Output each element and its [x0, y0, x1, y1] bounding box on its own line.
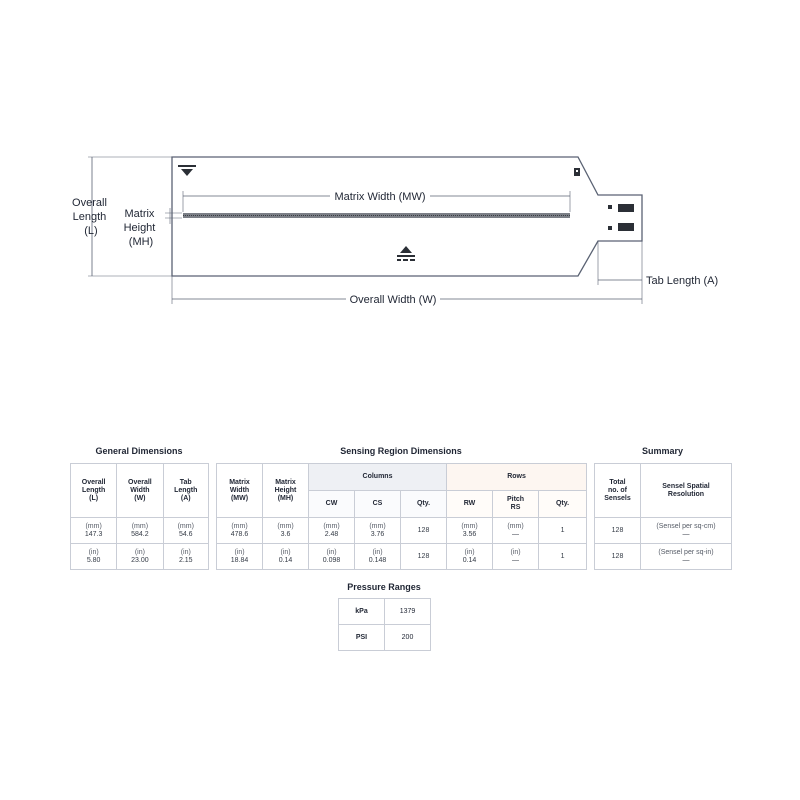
general-dimensions-title: General Dimensions — [95, 446, 183, 456]
pitch-header: Pitch RS — [493, 491, 539, 518]
connector-pad — [618, 223, 634, 231]
psi-unit: PSI — [339, 625, 385, 651]
value-cell: (in) 0.14 — [447, 544, 493, 570]
overall-width-label: Overall Width (W) — [349, 294, 437, 306]
rows-header: Rows — [447, 464, 587, 491]
summary-table — [594, 463, 732, 570]
total-sensels-header: Total no. of Sensels — [595, 464, 641, 518]
value-cell: (mm) 147.3 — [71, 518, 117, 544]
row-qty-header: Qty. — [539, 491, 587, 518]
connector-pad — [618, 204, 634, 212]
col-qty-header: Qty. — [401, 491, 447, 518]
pressure-ranges-table — [338, 598, 431, 651]
alignment-symbol-icon — [397, 246, 415, 261]
value-cell: (mm) — — [493, 518, 539, 544]
sensing-region-table — [216, 463, 587, 570]
matrix-height-label: Matrix Height (MH) — [123, 208, 156, 248]
tab-length-header: Tab Length (A) — [163, 464, 209, 518]
value-cell: (in) — — [493, 544, 539, 570]
value-cell: 1 — [539, 544, 587, 570]
sensor-outline-diagram — [0, 0, 800, 330]
sensing-region-title: Sensing Region Dimensions — [340, 446, 462, 456]
value-cell: (mm) 2.48 — [309, 518, 355, 544]
value-cell: (mm) 584.2 — [117, 518, 163, 544]
value-cell: 128 — [595, 518, 641, 544]
value-cell: (Sensel per sq-in) — — [641, 544, 732, 570]
value-cell: (mm) 54.6 — [163, 518, 209, 544]
kpa-unit: kPa — [339, 599, 385, 625]
cs-header: CS — [355, 491, 401, 518]
kpa-value: 1379 — [385, 599, 431, 625]
value-cell: 1 — [539, 518, 587, 544]
value-cell: (mm) 3.76 — [355, 518, 401, 544]
tab-length-label: Tab Length (A) — [646, 275, 719, 287]
matrix-width-header: Matrix Width (MW) — [217, 464, 263, 518]
pressure-ranges-title: Pressure Ranges — [347, 582, 421, 592]
value-cell: (in) 23.00 — [117, 544, 163, 570]
matrix-height-header: Matrix Height (MH) — [263, 464, 309, 518]
rw-header: RW — [447, 491, 493, 518]
value-cell: 128 — [595, 544, 641, 570]
value-cell: (in) 18.84 — [217, 544, 263, 570]
value-cell: (in) 5.80 — [71, 544, 117, 570]
columns-header: Columns — [309, 464, 447, 491]
value-cell: (in) 0.14 — [263, 544, 309, 570]
value-cell: 128 — [401, 518, 447, 544]
orientation-symbol-icon — [178, 165, 196, 176]
overall-width-header: Overall Width (W) — [117, 464, 163, 518]
overall-length-label: Overall Length (L) — [72, 197, 107, 237]
general-dimensions-table — [70, 463, 209, 570]
value-cell: (in) 2.15 — [163, 544, 209, 570]
cw-header: CW — [309, 491, 355, 518]
overall-length-header: Overall Length (L) — [71, 464, 117, 518]
value-cell: (mm) 3.56 — [447, 518, 493, 544]
value-cell: (in) 0.148 — [355, 544, 401, 570]
value-cell: (in) 0.098 — [309, 544, 355, 570]
value-cell: (mm) 3.6 — [263, 518, 309, 544]
spatial-resolution-header: Sensel Spatial Resolution — [641, 464, 732, 518]
value-cell: (mm) 478.6 — [217, 518, 263, 544]
corner-marker-icon — [574, 168, 580, 176]
psi-value: 200 — [385, 625, 431, 651]
summary-title: Summary — [641, 446, 684, 456]
matrix-width-label: Matrix Width (MW) — [334, 191, 426, 203]
value-cell: 128 — [401, 544, 447, 570]
value-cell: (Sensel per sq-cm) — — [641, 518, 732, 544]
